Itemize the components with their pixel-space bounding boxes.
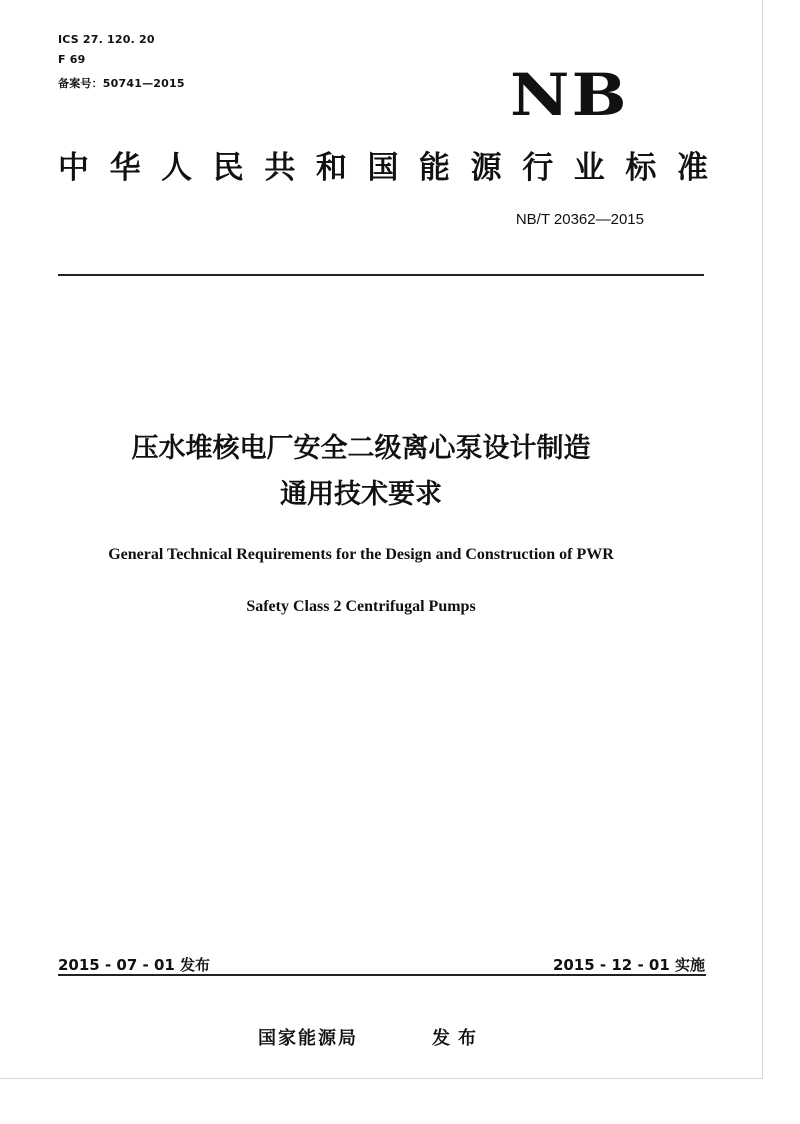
- ccs-code: F 69: [58, 53, 86, 66]
- english-title-line-1: General Technical Requirements for the Design and Construction of PWR: [108, 546, 614, 563]
- standard-category-title: [58, 148, 708, 188]
- issue-date: 2015 - 07 - 01 发布: [58, 956, 211, 974]
- chinese-title-line-2: 通用技术要求: [280, 479, 442, 510]
- issuing-authority: 国家能源局: [258, 1028, 358, 1049]
- title-char: 华: [109, 150, 141, 186]
- issued-label: 发布: [432, 1028, 484, 1049]
- title-char: 能: [419, 150, 451, 186]
- title-char: 国: [367, 150, 399, 186]
- title-char: 人: [161, 150, 193, 186]
- title-char: 源: [470, 150, 502, 186]
- record-number: 备案号：50741—2015: [58, 77, 185, 90]
- chinese-title-line-1: 压水堆核电厂安全二级离心泵设计制造: [131, 433, 591, 464]
- title-char: 和: [315, 150, 347, 186]
- title-char: 共: [264, 150, 296, 186]
- standard-number: NB/T 20362—2015: [515, 211, 644, 228]
- title-char: 民: [212, 150, 244, 186]
- nb-logo: NB: [510, 61, 629, 129]
- ics-code: ICS 27. 120. 20: [58, 33, 155, 46]
- header-divider: [58, 274, 704, 276]
- title-char: 中: [58, 150, 89, 186]
- title-char: 准: [676, 150, 708, 186]
- title-char: 业: [573, 150, 605, 186]
- title-char: 行: [522, 150, 554, 186]
- implementation-date: 2015 - 12 - 01 实施: [552, 956, 705, 974]
- footer-divider: [58, 974, 706, 976]
- title-char: 标: [625, 150, 657, 186]
- english-title-line-2: Safety Class 2 Centrifugal Pumps: [246, 598, 476, 615]
